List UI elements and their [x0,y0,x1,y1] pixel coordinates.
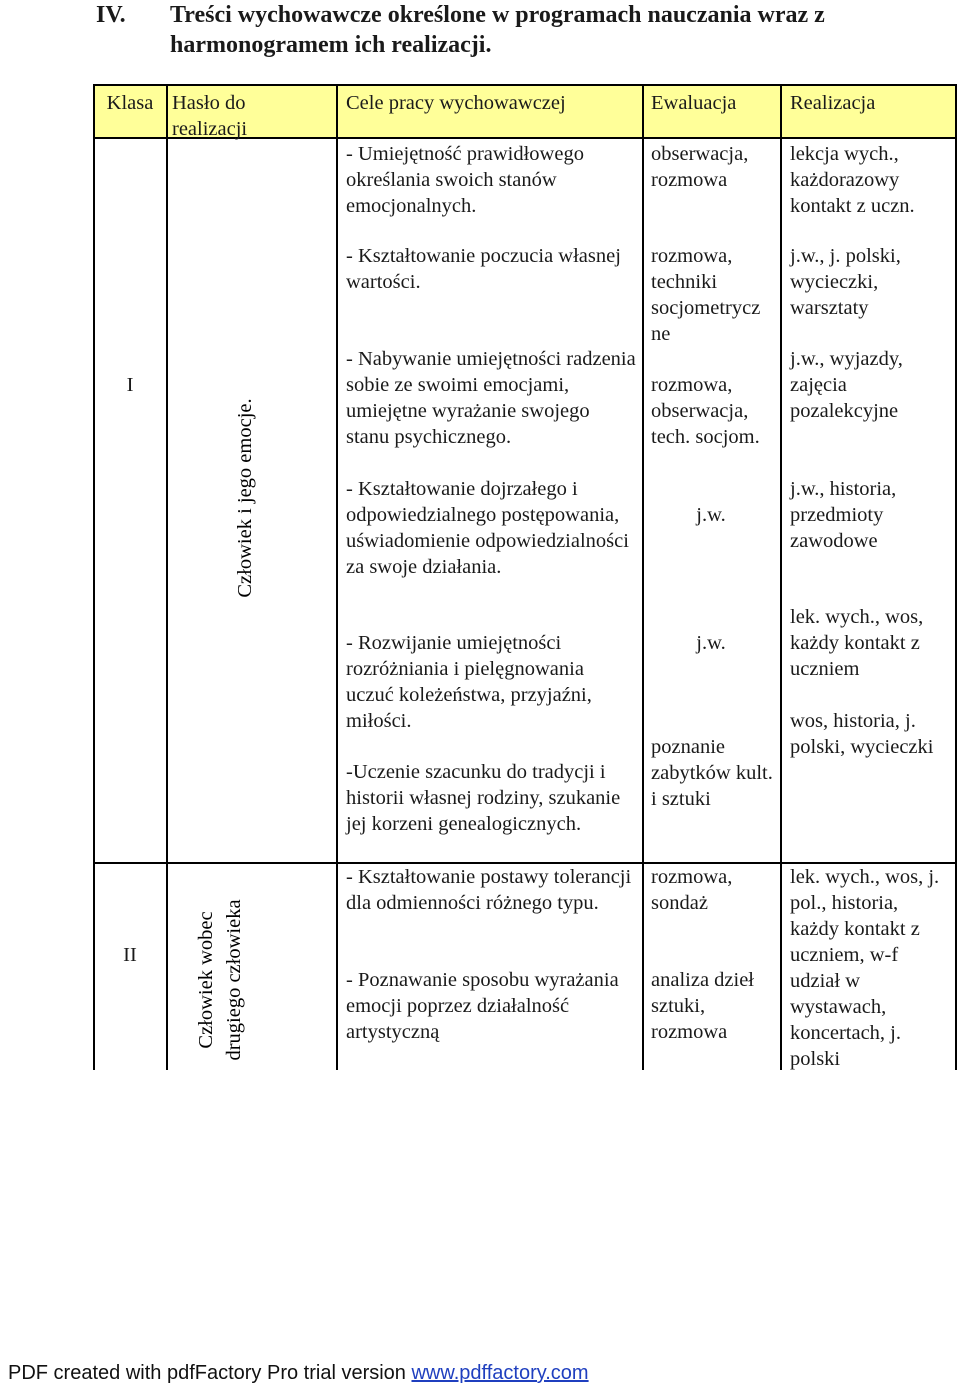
realization-cell: wos, historia, j. polski, wycieczki [790,710,934,758]
realization-cell: lek. wych., wos, każdy kontakt z uczniem [790,606,924,680]
header-realizacja: Realizacja [790,92,876,114]
table-left-border [93,84,95,1070]
evaluation-cell: rozmowa, sondaż [651,866,733,914]
realization-cell: j.w., historia, przedmioty zawodowe [790,478,897,552]
goal-cell: - Nabywanie umiejętności radzenia sobie ze swoimi emocjami, umiejętne wyrażanie swojego stanu psychicznego. [346,348,636,448]
goal-cell: - Rozwijanie umiejętności rozróżniania i pielęgnowania uczuć koleżeństwa, przyjaźni, miłości. [346,632,592,732]
topic-label-i: Człowiek i jego emocje. [234,398,256,598]
section-number: IV. [96,2,126,28]
evaluation-cell: rozmowa, techniki socjometrycz ne [651,245,761,345]
column-divider-klasa [166,84,168,1070]
table-top-border [93,84,957,86]
goal-cell: - Poznawanie sposobu wyrażania emocji poprzez działalność artystyczną [346,969,619,1043]
class-label-i: I [126,374,134,396]
header-klasa: Klasa [106,92,154,114]
evaluation-cell: poznanie zabytków kult. i sztuki [651,736,773,810]
goal-cell: - Umiejętność prawidłowego określania swoich stanów emocjonalnych. [346,143,584,217]
header-ewaluacja: Ewaluacja [651,92,737,114]
table-right-border [955,84,957,1070]
realization-cell: lek. wych., wos, j. pol., historia, każdy kontakt z uczniem, w-f udział w wystawach, koncertach, j. polski [790,866,940,1070]
section-title: Treści wychowawcze określone w programach nauczania wraz z harmonogramem ich realizacji. [170,2,825,58]
goal-cell: - Kształtowanie postawy tolerancji dla odmienności różnego typu. [346,866,632,914]
class-label-ii: II [123,944,137,966]
header-haslo: Hasło do realizacji [172,92,248,140]
footer-text: PDF created with pdfFactory Pro trial version [8,1362,412,1384]
goal-cell: - Kształtowanie dojrzałego i odpowiedzialnego postępowania, uświadomienie odpowiedzialności za swoje działania. [346,478,629,578]
evaluation-cell: obserwacja, rozmowa [651,143,749,191]
evaluation-cell: rozmowa, obserwacja, tech. socjom. [651,374,760,448]
realization-cell: lekcja wych., każdorazowy kontakt z uczn. [790,143,915,217]
realization-cell: j.w., wyjazdy, zajęcia pozalekcyjne [790,348,903,422]
column-divider-haslo [336,84,338,1070]
topic-label-ii-line2: drugiego człowieka [223,899,245,1061]
header-cele: Cele pracy wychowawczej [346,92,566,114]
column-divider-cele [642,84,644,1070]
footer-link[interactable]: www.pdffactory.com [411,1362,589,1384]
column-divider-ewaluacja [780,84,782,1070]
evaluation-cell: j.w. [696,504,726,526]
topic-label-ii-line1: Człowiek wobec [195,911,217,1049]
goal-cell: -Uczenie szacunku do tradycji i historii własnej rodziny, szukanie jej korzeni genealogicznych. [346,761,621,835]
pdf-footer [8,1362,589,1385]
topic-label-ii [192,865,248,1095]
evaluation-cell: analiza dzieł sztuki, rozmowa [651,969,755,1043]
goal-cell: - Kształtowanie poczucia własnej wartości. [346,245,621,293]
evaluation-cell: j.w. [696,632,726,654]
realization-cell: j.w., j. polski, wycieczki, warsztaty [790,245,901,319]
